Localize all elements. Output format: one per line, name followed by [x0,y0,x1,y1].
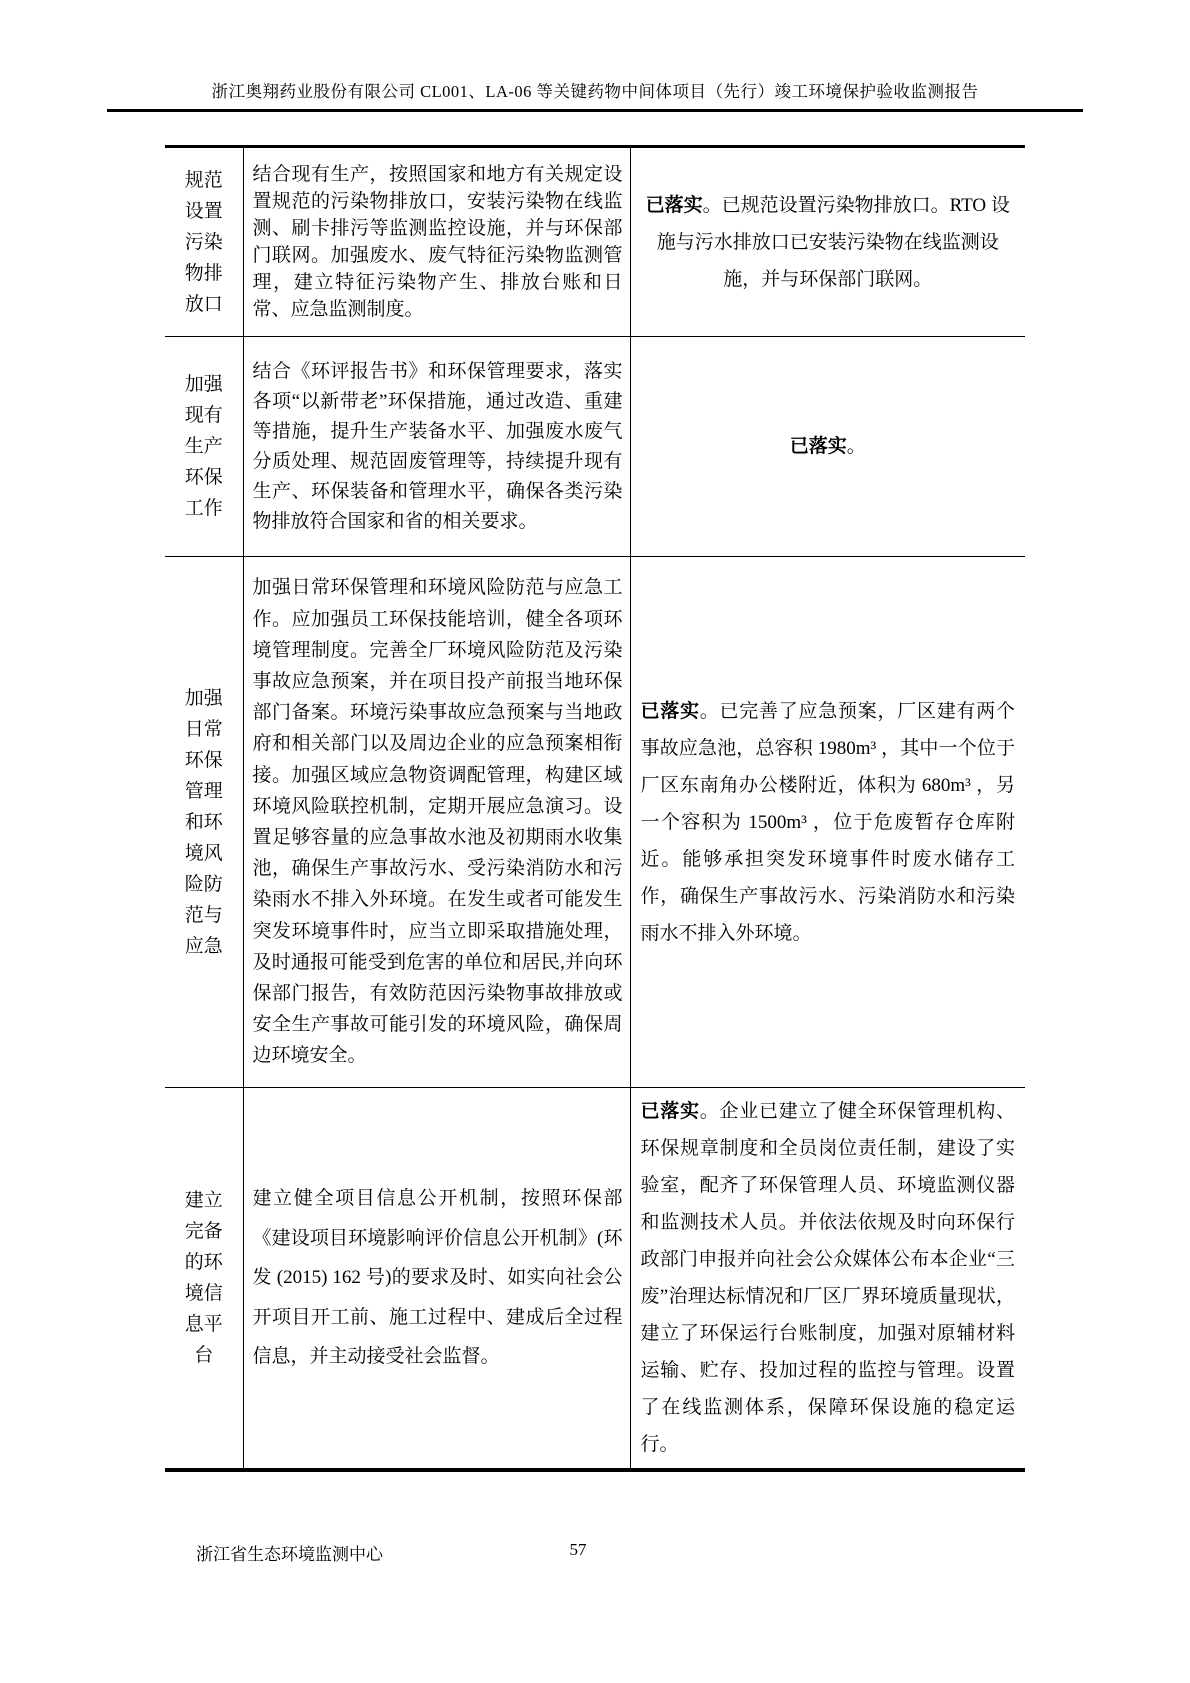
table-row-existing-production [165,337,1025,557]
measure-label: 加强现有生产环保工作 [184,374,223,519]
measure-label-cell [165,557,243,1088]
requirement-text: 建立健全项目信息公开机制，按照环保部《建设项目环境影响评价信息公开机制》(环发 (2015) 162 号)的要求及时、如实向社会公开项目开工前、施工过程中、建成后全过程信息，并主动接受社会监督。 [243,1088,630,1471]
table-row-information-platform [165,1088,1025,1471]
status-implemented-label: 已落实 [640,700,700,722]
status-detail: 。企业已建立了健全环保管理机构、环保规章制度和全员岗位责任制，建设了实验室，配齐了环保管理人员、环境监测仪器和监测技术人员。并依法依规及时向环保行政部门申报并向社会公众媒体公布本企业“三废”治理达标情况和厂区厂界环境质量现状，建立了环保运行台账制度，加强对原辅材料运输、贮存、投加过程的监控与管理。设置了在线监测体系，保障环保设施的稳定运行。 [640,1101,1015,1455]
status-detail: 。已规范设置污染物排放口。RTO 设施与污水排放口已安装污染物在线监测设施，并与环保部门联网。 [656,194,1010,290]
table-row-daily-management-risk [165,557,1025,1088]
measure-label-cell [165,147,243,337]
requirement-text: 结合《环评报告书》和环保管理要求，落实各项“以新带老”环保措施，通过改造、重建等措施，提升生产装备水平、加强废水废气分质处理、规范固废管理等，持续提升现有生产、环保装备和管理水平，确保各类污染物排放符合国家和省的相关要求。 [243,337,630,557]
page-number: 57 [569,1540,587,1559]
header-divider [107,109,1083,112]
status-detail: 。 [846,436,866,457]
page-header [0,0,1190,112]
report-title: 浙江奥翔药业股份有限公司 CL001、LA-06 等关键药物中间体项目（先行）竣工环境保护验收监测报告 [211,82,979,101]
status-cell [630,557,1025,1088]
measure-label-cell [165,1088,243,1471]
measure-label: 规范设置污染物排放口 [184,169,223,315]
measures-table [165,145,1025,1472]
requirement-text: 结合现有生产，按照国家和地方有关规定设置规范的污染物排放口，安装污染物在线监测、刷卡排污等监测监控设施，并与环保部门联网。加强废水、废气特征污染物监测管理，建立特征污染物产生、排放台账和日常、应急监测制度。 [243,147,630,337]
status-detail: 。已完善了应急预案，厂区建有两个事故应急池，总容积 1980m³ ，其中一个位于厂区东南角办公楼附近，体积为 680m³ ，另一个容积为 1500m³ ，位于危废暂存仓库附近。能够承担突发环境事件时废水储存工作，确保生产事故污水、污染消防水和污染雨水不排入外环境。 [640,700,1015,944]
status-cell [630,1088,1025,1471]
status-cell [630,337,1025,557]
page-footer [0,1540,1190,1564]
measure-label: 建立完备的环境信息平台 [184,1190,223,1366]
measure-label-cell [165,337,243,557]
status-cell [630,147,1025,337]
requirement-text: 加强日常环保管理和环境风险防范与应急工作。应加强员工环保技能培训，健全各项环境管理制度。完善全厂环境风险防范及污染事故应急预案，并在项目投产前报当地环保部门备案。环境污染事故应急预案与当地政府和相关部门以及周边企业的应急预案相衔接。加强区域应急物资调配管理，构建区域环境风险联控机制，定期开展应急演习。设置足够容量的应急事故水池及初期雨水收集池，确保生产事故污水、受污染消防水和污染雨水不排入外环境。在发生或者可能发生突发环境事件时，应当立即采取措施处理，及时通报可能受到危害的单位和居民,并向环保部门报告，有效防范因污染物事故排放或安全生产事故可能引发的环境风险，确保周边环境安全。 [243,557,630,1088]
status-implemented-label: 已落实 [645,194,703,216]
table-row-outlet-standardization [165,147,1025,337]
measure-label: 加强日常环保管理和环境风险防范与应急 [184,687,223,957]
footer-organization: 浙江省生态环境监测中心 [196,1545,383,1564]
status-implemented-label: 已落实 [640,1101,700,1122]
status-implemented-label: 已落实 [789,436,847,457]
